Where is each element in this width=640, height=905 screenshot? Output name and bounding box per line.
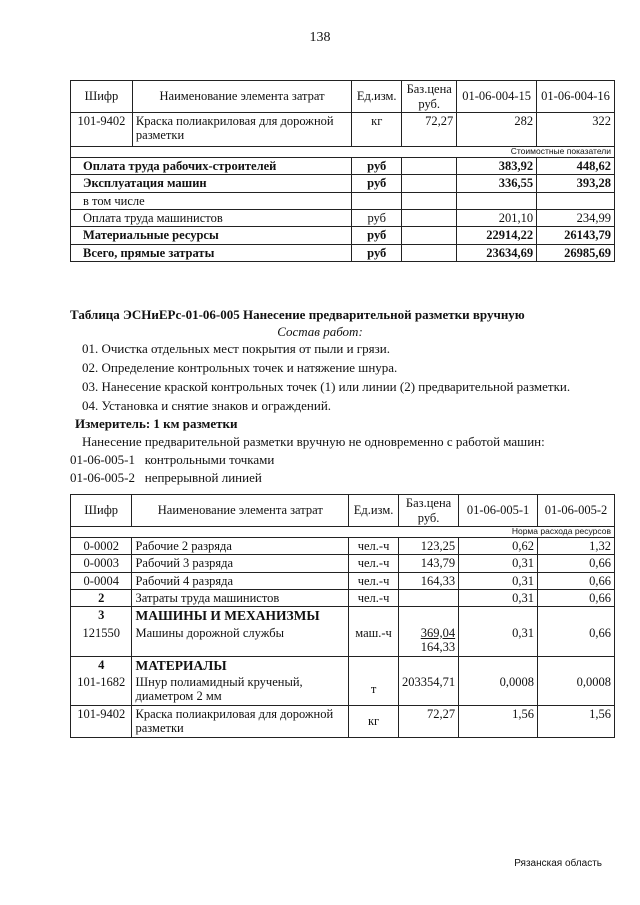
name-cell: Краска полиакриловая для дорожной разметки xyxy=(132,705,349,737)
cost-name: Оплата труда машинистов xyxy=(71,209,352,226)
group-code: 4 xyxy=(71,656,132,674)
header-cell: Баз.цена руб. xyxy=(399,495,459,527)
name-cell: Затраты труда машинистов xyxy=(132,589,349,606)
header-cell: Баз.цена руб. xyxy=(402,81,457,113)
price-value-secondary: 164,33 xyxy=(420,640,456,655)
code-cell: 0-0002 xyxy=(71,537,132,554)
cost-value: 448,62 xyxy=(537,157,615,174)
unit-cell: кг xyxy=(352,113,402,147)
value-cell: 0,66 xyxy=(538,625,615,656)
value-cell: 0,31 xyxy=(459,572,538,589)
code-cell: 2 xyxy=(71,589,132,606)
code-cell: 101-9402 xyxy=(71,705,132,737)
resource-table xyxy=(70,494,615,738)
cost-value: 26143,79 xyxy=(537,227,615,244)
name-cell: Рабочий 4 разряда xyxy=(132,572,349,589)
table-row xyxy=(71,244,615,261)
variant-code: 01-06-005-2 xyxy=(70,470,135,485)
header-cell: 01-06-005-2 xyxy=(538,495,615,527)
cost-value: 234,99 xyxy=(537,209,615,226)
cost-name: в том числе xyxy=(71,192,352,209)
cost-name: Оплата труда рабочих-строителей xyxy=(71,157,352,174)
group-header-row xyxy=(71,656,615,674)
value-cell: 322 xyxy=(537,113,615,147)
cost-unit: руб xyxy=(352,227,402,244)
cost-unit: руб xyxy=(352,244,402,261)
value-cell: 0,0008 xyxy=(538,674,615,705)
price-cell: 143,79 xyxy=(399,555,459,572)
table-row xyxy=(71,572,615,589)
header-cell: Шифр xyxy=(71,81,133,113)
value-cell: 0,0008 xyxy=(459,674,538,705)
price-cell: 123,25 xyxy=(399,537,459,554)
code-cell: 101-1682 xyxy=(71,674,132,705)
footer-region: Рязанская область xyxy=(514,858,602,869)
work-step: 01. Очистка отдельных мест покрытия от пыли и грязи. xyxy=(82,341,390,356)
table-row xyxy=(71,705,615,737)
unit-cell: чел.-ч xyxy=(349,555,399,572)
value-cell: 0,66 xyxy=(538,589,615,606)
caption-row xyxy=(71,147,615,158)
cost-value: 26985,69 xyxy=(537,244,615,261)
table-row xyxy=(71,537,615,554)
table-header-row xyxy=(71,495,615,527)
cost-unit: руб xyxy=(352,157,402,174)
variant-item xyxy=(70,452,274,468)
name-cell: Рабочий 3 разряда xyxy=(132,555,349,572)
variant-code: 01-06-005-1 xyxy=(70,452,135,467)
group-header-row xyxy=(71,607,615,625)
unit-cell: кг xyxy=(349,705,399,737)
table-row xyxy=(71,674,615,705)
value-cell: 1,56 xyxy=(459,705,538,737)
header-cell: Наименование элемента затрат xyxy=(132,495,349,527)
name-cell: Машины дорожной службы xyxy=(132,625,349,656)
header-cell: 01-06-004-16 xyxy=(537,81,615,113)
cost-value: 336,55 xyxy=(457,175,537,192)
code-cell: 121550 xyxy=(71,625,132,656)
cost-value: 393,28 xyxy=(537,175,615,192)
variant-text: контрольными точками xyxy=(144,452,275,467)
header-cell: Ед.изм. xyxy=(352,81,402,113)
section-title: Таблица ЭСНиЕРс-01-06-005 Нанесение предварительной разметки вручную xyxy=(70,307,525,322)
unit-cell: маш.-ч xyxy=(349,625,399,656)
table-row xyxy=(71,589,615,606)
table-header-row xyxy=(71,81,615,113)
price-cell xyxy=(399,625,459,656)
table-row xyxy=(71,113,615,147)
value-cell: 1,56 xyxy=(538,705,615,737)
measure-label: Измеритель: 1 км разметки xyxy=(75,416,238,431)
value-cell: 0,62 xyxy=(459,537,538,554)
price-cell: 72,27 xyxy=(402,113,457,147)
cost-name: Эксплуатация машин xyxy=(71,175,352,192)
work-step: 03. Нанесение краской контрольных точек (1) или линии (2) предварительной разметки. xyxy=(82,379,571,394)
cost-name: Материальные ресурсы xyxy=(71,227,352,244)
cost-value: 22914,22 xyxy=(457,227,537,244)
section-description: Нанесение предварительной разметки вручную не одновременно с работой машин: xyxy=(82,434,545,449)
price-cell: 203354,71 xyxy=(399,674,459,705)
header-cell: Ед.изм. xyxy=(349,495,399,527)
work-step: 02. Определение контрольных точек и натяжение шнура. xyxy=(82,360,398,375)
group-title: МАШИНЫ И МЕХАНИЗМЫ xyxy=(132,607,349,625)
unit-cell: т xyxy=(349,674,399,705)
work-step: 04. Установка и снятие знаков и ограждений. xyxy=(82,398,332,413)
table-caption: Норма расхода ресурсов xyxy=(459,527,615,538)
section-subtitle: Состав работ: xyxy=(277,324,363,339)
header-cell: Наименование элемента затрат xyxy=(132,81,351,113)
table-row xyxy=(71,227,615,244)
unit-cell: чел.-ч xyxy=(349,589,399,606)
header-cell: 01-06-005-1 xyxy=(459,495,538,527)
value-cell: 0,31 xyxy=(459,625,538,656)
cost-unit: руб xyxy=(352,209,402,226)
cost-value: 201,10 xyxy=(457,209,537,226)
header-cell: Шифр xyxy=(71,495,132,527)
table-row xyxy=(71,625,615,656)
page-number: 138 xyxy=(309,30,331,45)
value-cell: 282 xyxy=(457,113,537,147)
header-cell: 01-06-004-15 xyxy=(457,81,537,113)
value-cell: 0,31 xyxy=(459,555,538,572)
name-cell: Шнур полиамидный крученый, диаметром 2 мм xyxy=(132,674,349,705)
table-row xyxy=(71,175,615,192)
table-row xyxy=(71,192,615,209)
price-cell: 72,27 xyxy=(399,705,459,737)
caption-row xyxy=(71,527,615,538)
table-row xyxy=(71,157,615,174)
code-cell: 0-0003 xyxy=(71,555,132,572)
price-cell: 164,33 xyxy=(399,572,459,589)
table-row xyxy=(71,209,615,226)
group-code: 3 xyxy=(71,607,132,625)
table-row xyxy=(71,555,615,572)
name-cell: Краска полиакриловая для дорожной разметки xyxy=(132,113,351,147)
table-caption: Стоимостные показатели xyxy=(457,147,615,158)
value-cell: 0,31 xyxy=(459,589,538,606)
variant-item xyxy=(70,470,262,486)
value-cell: 0,66 xyxy=(538,572,615,589)
group-title: МАТЕРИАЛЫ xyxy=(132,656,349,674)
cost-value: 23634,69 xyxy=(457,244,537,261)
code-cell: 0-0004 xyxy=(71,572,132,589)
name-cell: Рабочие 2 разряда xyxy=(132,537,349,554)
cost-unit: руб xyxy=(352,175,402,192)
unit-cell: чел.-ч xyxy=(349,572,399,589)
cost-table xyxy=(70,80,615,262)
cost-name: Всего, прямые затраты xyxy=(71,244,352,261)
variant-text: непрерывной линией xyxy=(144,470,262,485)
value-cell: 1,32 xyxy=(538,537,615,554)
cost-value: 383,92 xyxy=(457,157,537,174)
value-cell: 0,66 xyxy=(538,555,615,572)
unit-cell: чел.-ч xyxy=(349,537,399,554)
price-value: 369,04 xyxy=(420,625,456,640)
code-cell: 101-9402 xyxy=(71,113,133,147)
